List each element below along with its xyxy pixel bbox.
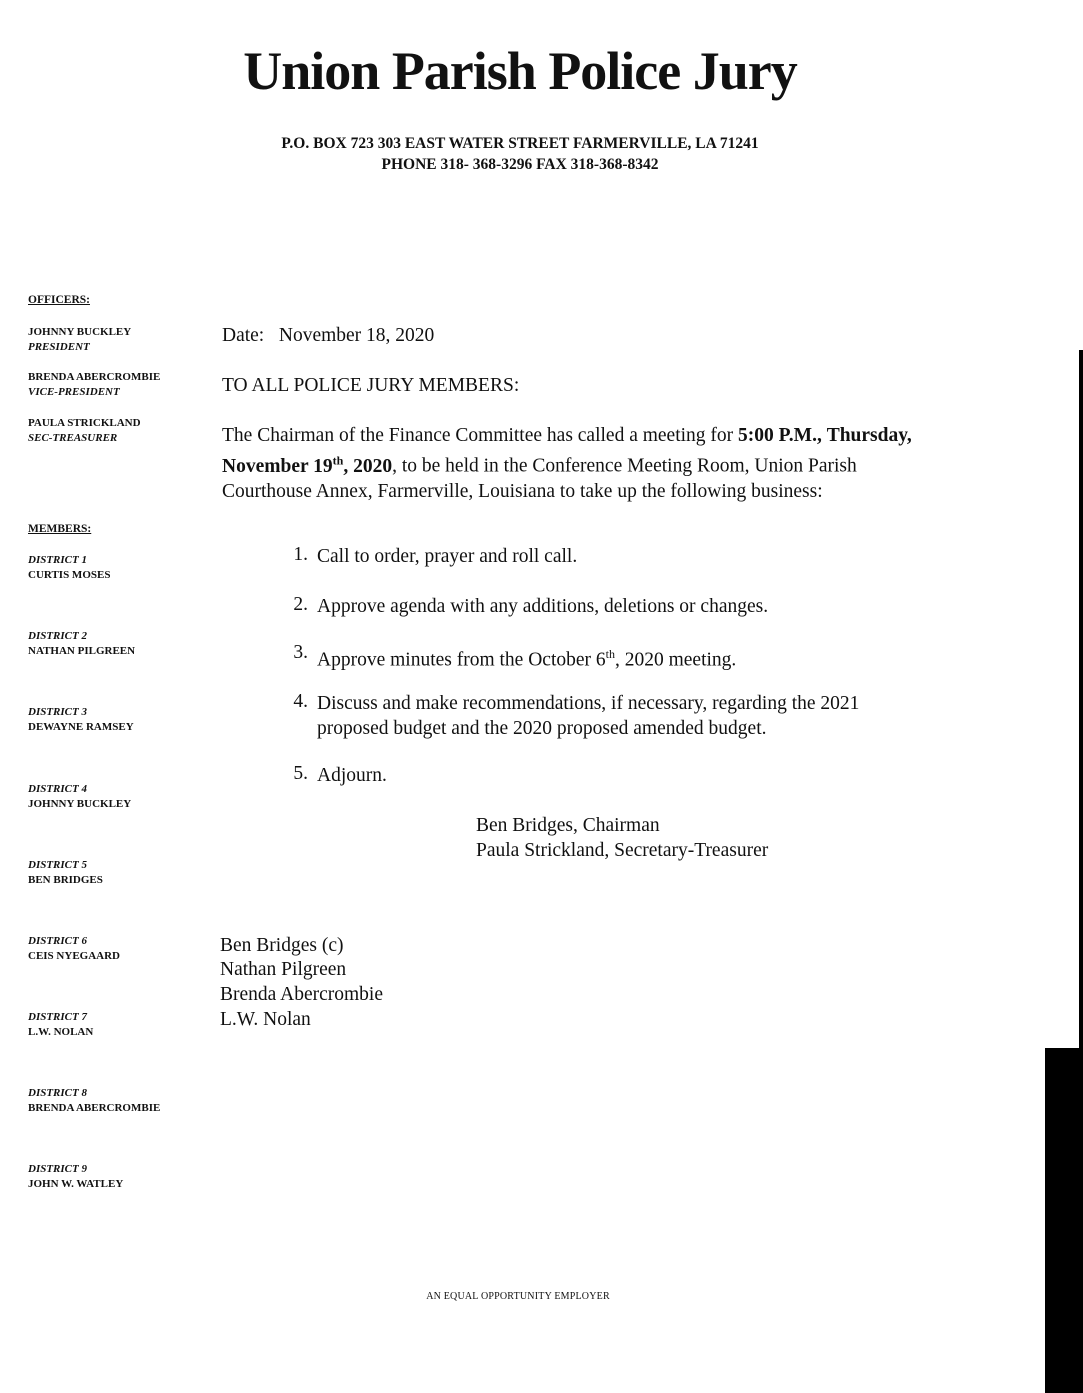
committee-member: Brenda Abercrombie: [220, 984, 383, 1005]
date-value: November 18, 2020: [278, 325, 435, 346]
member-district: DISTRICT 2: [28, 630, 87, 642]
agenda-item-text: Discuss and make recommendations, if necessary, regarding the 2021 proposed budget and the 2020 proposed amended budget.: [317, 693, 860, 739]
agenda-item-number: 4.: [293, 691, 308, 712]
member-name: BRENDA ABERCROMBIE: [28, 1102, 161, 1114]
officer-name: PAULA STRICKLAND: [28, 417, 141, 429]
agenda-item-number: 2.: [293, 594, 308, 615]
scan-edge-block: [1045, 1048, 1083, 1393]
meeting-day: Thursday, November 19th, 2020: [222, 425, 912, 477]
meeting-notice-paragraph: [222, 423, 922, 504]
member-district: DISTRICT 5: [28, 859, 87, 871]
phone-line: PHONE 318- 368-3296 FAX 318-368-8342: [381, 156, 659, 173]
signer-secretary: Paula Strickland, Secretary-Treasurer: [476, 840, 769, 861]
agenda-item-text: Approve minutes from the October 6th, 2020 meeting.: [317, 647, 737, 671]
date-label: Date:: [222, 325, 265, 346]
member-name: JOHNNY BUCKLEY: [28, 798, 132, 810]
officer-name: JOHNNY BUCKLEY: [28, 326, 132, 338]
signer-chairman: Ben Bridges, Chairman: [476, 815, 660, 836]
committee-member: L.W. Nolan: [220, 1009, 311, 1030]
footer-text: AN EQUAL OPPORTUNITY EMPLOYER: [426, 1291, 610, 1302]
member-name: L.W. NOLAN: [28, 1026, 94, 1038]
member-name: CURTIS MOSES: [28, 569, 111, 581]
agenda-item-text: Approve agenda with any additions, deletions or changes.: [317, 596, 769, 617]
member-district: DISTRICT 6: [28, 935, 87, 947]
committee-member: Ben Bridges (c): [220, 935, 344, 956]
members-heading: MEMBERS:: [28, 523, 92, 535]
meeting-time: 5:00 P.M.,: [738, 425, 822, 446]
member-name: DEWAYNE RAMSEY: [28, 721, 134, 733]
agenda-item-number: 5.: [293, 763, 308, 784]
member-name: CEIS NYEGAARD: [28, 950, 120, 962]
date-line: [222, 323, 434, 348]
salutation: TO ALL POLICE JURY MEMBERS:: [222, 375, 520, 396]
intro-continuation: , to be held in the Conference Meeting Room, Union Parish Courthouse Annex, Farmerville, Louisiana to take up the following business:: [222, 455, 857, 502]
committee-member: Nathan Pilgreen: [220, 959, 347, 980]
address-line: P.O. BOX 723 303 EAST WATER STREET FARMERVILLE, LA 71241: [281, 135, 759, 152]
officer-role: PRESIDENT: [28, 341, 90, 353]
member-district: DISTRICT 3: [28, 706, 87, 718]
letterhead-title: Union Parish Police Jury: [243, 41, 797, 101]
member-district: DISTRICT 1: [28, 554, 87, 566]
officer-role: SEC-TREASURER: [28, 432, 118, 444]
officer-role: VICE-PRESIDENT: [28, 386, 120, 398]
member-district: DISTRICT 9: [28, 1163, 87, 1175]
member-name: BEN BRIDGES: [28, 874, 103, 886]
agenda-item-text: Call to order, prayer and roll call.: [317, 546, 578, 567]
member-district: DISTRICT 7: [28, 1011, 87, 1023]
member-name: JOHN W. WATLEY: [28, 1178, 124, 1190]
officers-heading: OFFICERS:: [28, 294, 90, 306]
agenda-item-text: Adjourn.: [317, 765, 387, 786]
agenda-item-number: 3.: [293, 642, 308, 663]
member-district: DISTRICT 4: [28, 783, 87, 795]
scan-edge-line: [1079, 350, 1083, 1050]
member-district: DISTRICT 8: [28, 1087, 87, 1099]
agenda-item-number: 1.: [293, 544, 308, 565]
member-name: NATHAN PILGREEN: [28, 645, 136, 657]
intro-text: The Chairman of the Finance Committee has called a meeting for: [222, 425, 739, 446]
officer-name: BRENDA ABERCROMBIE: [28, 371, 161, 383]
